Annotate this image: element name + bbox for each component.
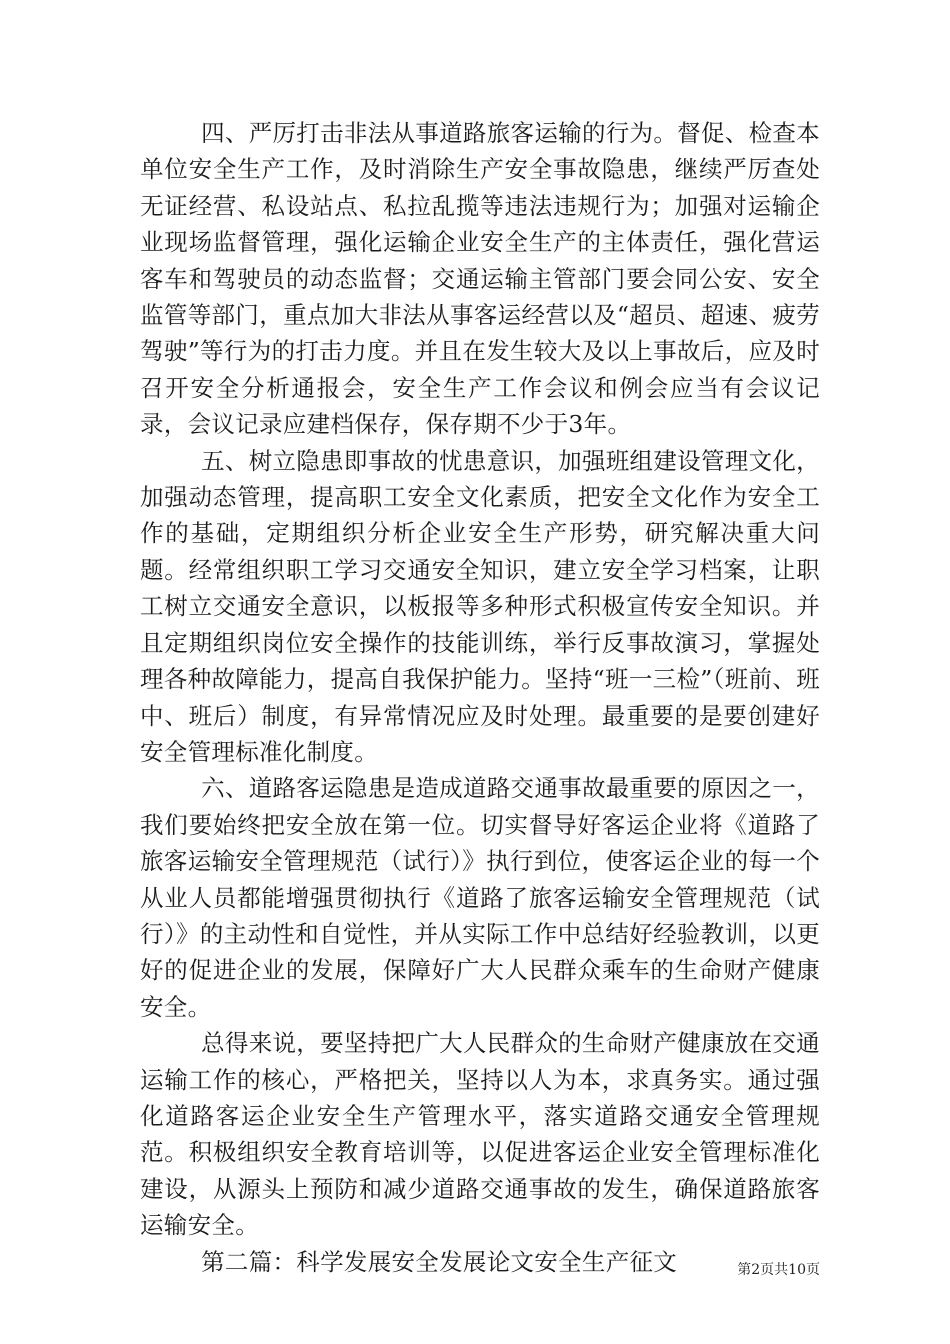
paragraph-section-4: 四、严厉打击非法从事道路旅客运输的行为。督促、检查本单位安全生产工作，及时消除生产安全事故隐患，继续严厉查处无证经营、私设站点、私拉乱揽等违法违规行为；加强对运输企业现场监督管理，强化运输企业安全生产的主体责任，强化营运客车和驾驶员的动态监督；交通运输主管部门要会同公安、安全监管等部门，重点加大非法从事客运经营以及“超员、超速、疲劳驾驶”等行为的打击力度。并且在发生较大及以上事故后，应及时召开安全分析通报会，安全生产工作会议和例会应当有会议记录，会议记录应建档保存，保存期不少于3年。 — [140, 119, 820, 439]
paragraph-section-6: 六、道路客运隐患是造成道路交通事故最重要的原因之一，我们要始终把安全放在第一位。切实督导好客运企业将《道路了旅客运输安全管理规范（试行）》执行到位，使客运企业的每一个从业人员都能增强贯彻执行《道路了旅客运输安全管理规范（试行）》的主动性和自觉性，并从实际工作中总结好经验教训，以更好的促进企业的发展，保障好广大人民群众乘车的生命财产健康安全。 — [140, 774, 820, 1021]
next-article-heading: 第二篇：科学发展安全发展论文安全生产征文 — [201, 1247, 678, 1276]
paragraph-section-5: 五、树立隐患即事故的忧患意识，加强班组建设管理文化，加强动态管理，提高职工安全文化素质，把安全文化作为安全工作的基础，定期组织分析企业安全生产形势，研究解决重大问题。经常组织职工学习交通安全知识，建立安全学习档案，让职工树立交通安全意识，以板报等多种形式积极宣传安全知识。并且定期组织岗位安全操作的技能训练，举行反事故演习，掌握处理各种故障能力，提高自我保护能力。坚持“班一三检”（班前、班中、班后）制度，有异常情况应及时处理。最重要的是要创建好安全管理标准化制度。 — [140, 446, 820, 766]
document-body — [140, 115, 820, 1280]
paragraph-summary: 总得来说，要坚持把广大人民群众的生命财产健康放在交通运输工作的核心，严格把关，坚持以人为本，求真务实。通过强化道路客运企业安全生产管理水平，落实道路交通安全管理规范。积极组织安全教育培训等，以促进客运企业安全管理标准化建设，从源头上预防和减少道路交通事故的发生，确保道路旅客运输安全。 — [140, 1029, 820, 1240]
page-number-footer: 第2页共10页 — [737, 1262, 820, 1278]
